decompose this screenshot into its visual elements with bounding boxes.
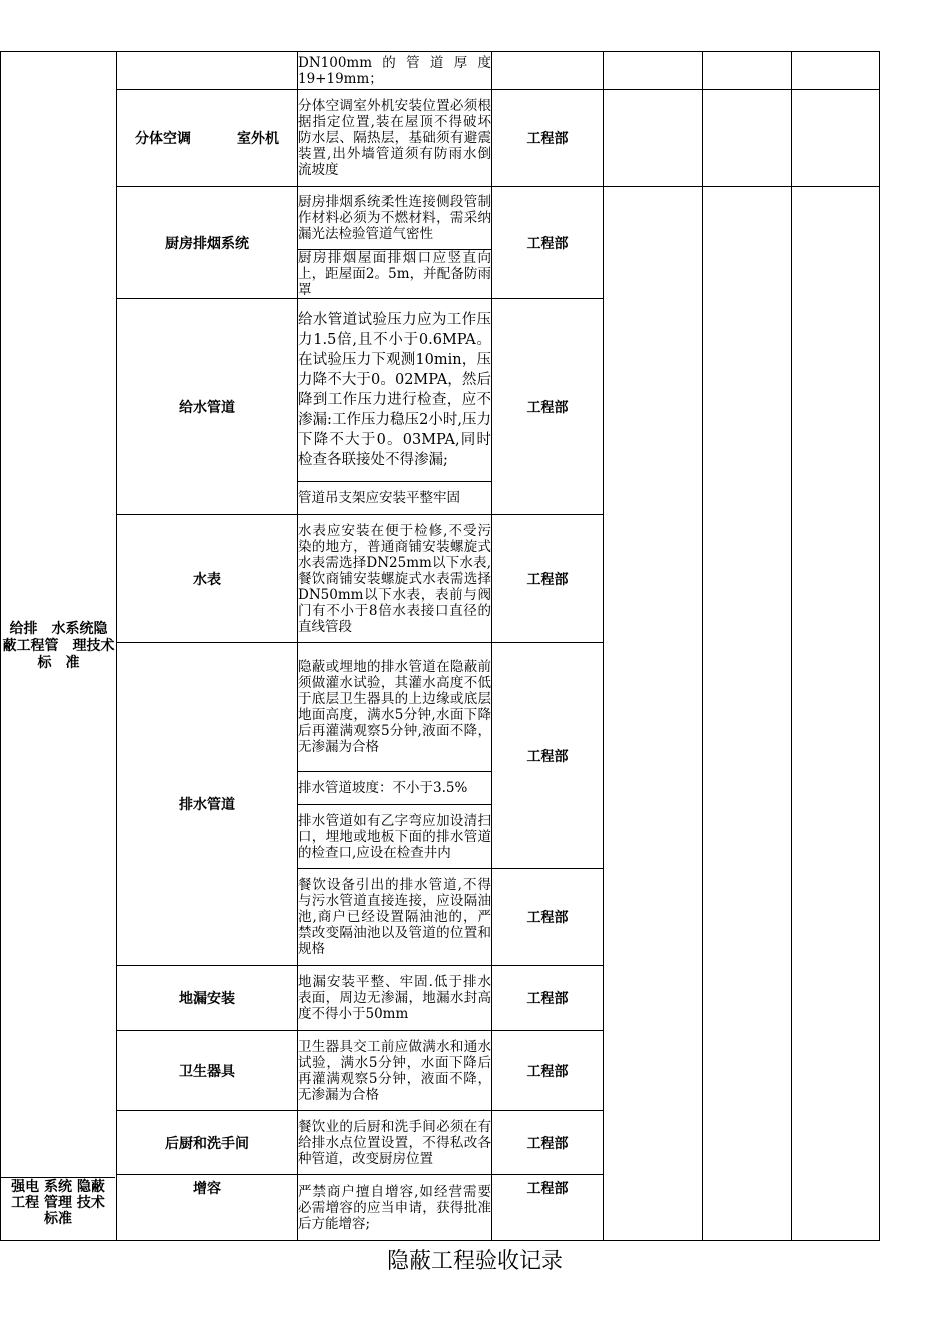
dept-cell: 工程部 xyxy=(492,1111,604,1175)
dept-cell: 工程部 xyxy=(492,1031,604,1111)
requirement-cell: 厨房排烟屋面排烟口应竖直向上，距屋面2。5m，并配备防雨罩 xyxy=(298,250,491,298)
dept-cell: 工程部 xyxy=(492,869,604,966)
item-split-ac xyxy=(117,90,298,187)
blank-cell xyxy=(792,52,880,90)
requirement-cell: 排水管道坡度：不小于3.5% xyxy=(298,772,492,805)
page-title: 隐蔽工程验收记录 xyxy=(386,1249,563,1274)
blank-cell xyxy=(604,52,703,90)
table-row xyxy=(1,187,880,250)
blank-cell xyxy=(703,90,792,187)
item-drainage-pipe: 排水管道 xyxy=(117,643,298,966)
requirement-cell: 排水管道如有乙字弯应加设清扫口，埋地或地板下面的排水管道的检查口,应设在检查井内 xyxy=(298,805,492,869)
requirement-cell: 餐饮业的后厨和洗手间必须在有给排水点位置设置，不得私改各种管道，改变厨房位置 xyxy=(298,1111,492,1175)
requirement-cell: 水表应安装在便于检修,不受污染的地方，普通商铺安装螺旋式水表需选择DN25mm以下水表,餐饮商铺安装螺旋式水表需选择DN50mm以下水表，表前与阀门有不小于8倍水表接口直径的直线管段 xyxy=(298,515,492,643)
item-kitchen-exhaust: 厨房排烟系统 xyxy=(117,187,298,299)
dept-cell: 工程部 xyxy=(492,515,604,643)
requirement-cell: 卫生器具交工前应做满水和通水试验，满水5分钟，水面下降后再灌满观察5分钟，液面不降，无渗漏为合格 xyxy=(298,1031,492,1111)
requirement-cell: 隐蔽或埋地的排水管道在隐蔽前须做灌水试验，其灌水高度不低于底层卫生器具的上边缘或底层地面高度，满水5分钟,水面下降后再灌满观察5分钟,液面不降，无渗漏为合格 xyxy=(298,643,492,772)
blank-cell xyxy=(792,187,880,1241)
blank-cell xyxy=(604,187,703,1241)
item-capacity-increase: 增容 xyxy=(117,1175,298,1241)
dept-cell: 工程部 xyxy=(492,1175,604,1241)
table-row xyxy=(1,52,880,90)
requirement-cell: 厨房排烟系统柔性连接侧段管制作材料必须为不燃材料，需采纳漏光法检验管道气密性 xyxy=(298,187,492,250)
requirement-cell: 餐饮设备引出的排水管道,不得与污水管道直接连接，应设隔油池,商户已经设置隔油池的，严禁改变隔油池以及管道的位置和规格 xyxy=(298,869,492,966)
dept-cell-empty xyxy=(492,52,604,90)
requirement-cell: 分体空调室外机安装位置必须根据指定位置,装在屋顶不得破坏防水层、隔热层，基础须有避震装置,出外墙管道须有防雨水倒流坡度 xyxy=(298,90,492,187)
acceptance-standards-table xyxy=(0,51,880,1241)
item-water-supply: 给水管道 xyxy=(117,299,298,515)
dept-cell: 工程部 xyxy=(492,643,604,869)
blank-cell xyxy=(792,90,880,187)
dept-cell: 工程部 xyxy=(492,90,604,187)
category-water-system: 给排 水系统隐 蔽工程管 理技术标 准 xyxy=(1,52,117,1241)
item-floor-drain: 地漏安装 xyxy=(117,966,298,1031)
item-split-ac-right: 室外机 xyxy=(237,131,279,147)
requirement-cell: 管道吊支架应安装平整牢固 xyxy=(298,482,492,515)
category-power-system: 强电 系统 隐蔽 工程 管理 技术 标准 xyxy=(1,1177,115,1240)
requirement-cell: 严禁商户擅自增容,如经营需要必需增容的应当申请，获得批准后方能增容; xyxy=(298,1175,492,1241)
requirement-cell: 地漏安装平整、牢固.低于排水表面，周边无渗漏，地漏水封高度不得小于50mm xyxy=(298,966,492,1031)
blank-cell xyxy=(703,52,792,90)
blank-cell xyxy=(604,90,703,187)
requirement-cell: 给水管道试验压力应为工作压力1.5倍,且不小于0.6MPA。在试验压力下观测10min，压力降不大于0。02MPA，然后降到工作压力进行检查，应不渗漏:工作压力稳压2小时,压力下降不大于0。03MPA,同时检查各联接处不得渗漏; xyxy=(298,299,492,482)
item-water-meter: 水表 xyxy=(117,515,298,643)
item-cell-empty xyxy=(117,52,298,90)
requirement-cell: DN100mm的管道厚度19+19mm； xyxy=(298,52,492,90)
item-kitchen-washroom: 后厨和洗手间 xyxy=(117,1111,298,1175)
item-sanitary-fixtures: 卫生器具 xyxy=(117,1031,298,1111)
dept-cell: 工程部 xyxy=(492,299,604,515)
blank-cell xyxy=(703,187,792,1241)
dept-cell: 工程部 xyxy=(492,187,604,299)
table-row xyxy=(1,90,880,187)
item-split-ac-left: 分体空调 xyxy=(135,131,191,147)
dept-cell: 工程部 xyxy=(492,966,604,1031)
